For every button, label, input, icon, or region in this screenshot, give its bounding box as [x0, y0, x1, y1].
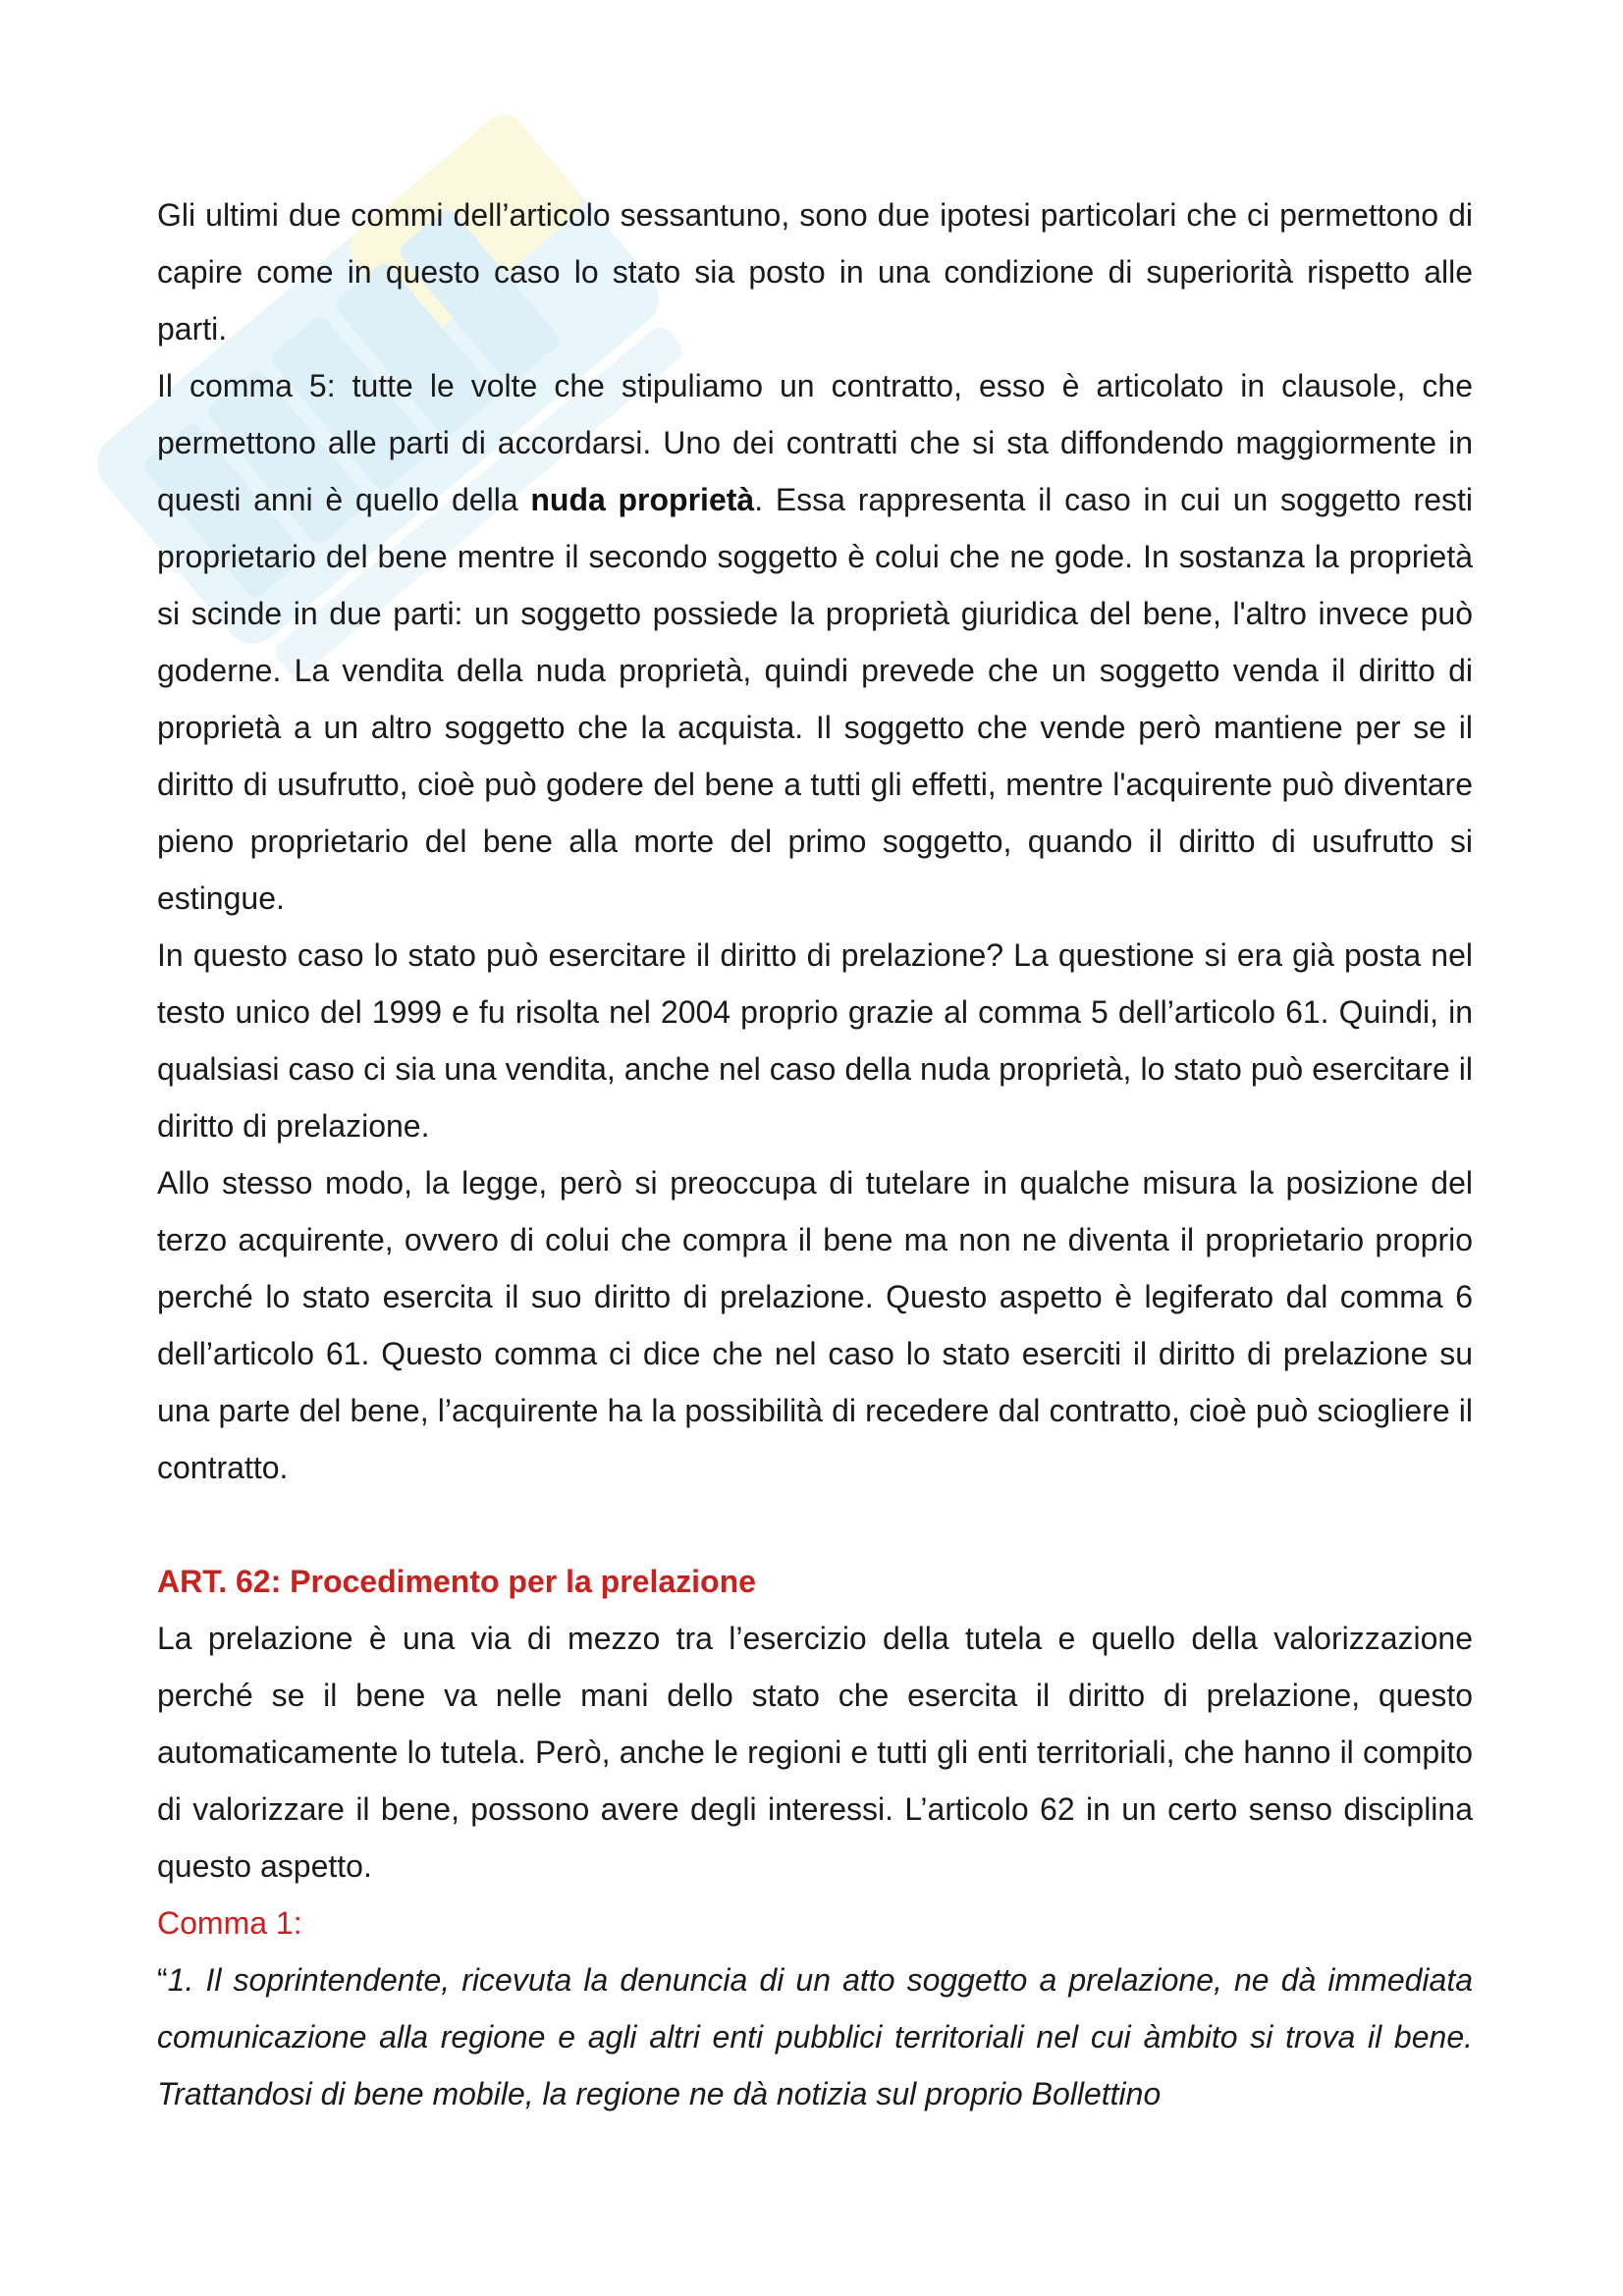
paragraph-comma-6: Allo stesso modo, la legge, però si preoccupa di tutelare in qualche misura la posizione del terzo acquirente, ovvero di colui che compra il bene ma non ne diventa il proprietario proprio perché lo stato esercita il suo diritto di prelazione. Questo aspetto è legiferato dal comma 6 dell’articolo 61. Questo comma ci dice che nel caso lo stato eserciti il diritto di prelazione su una parte del bene, l’acquirente ha la possibilità di recedere dal contratto, cioè può sciogliere il contratto.: [157, 1165, 1473, 1485]
section-heading: ART. 62: Procedimento per la prelazione: [157, 1564, 756, 1599]
paragraph-text: Il comma 5: tutte le volte che stipuliamo un contratto, esso è articolato in clausole, che permettono alle parti di accordarsi. Uno dei contratti che si sta diffondendo maggiormente in questi anni è quello della: [157, 368, 1473, 517]
section-intro: La prelazione è una via di mezzo tra l’esercizio della tutela e quello della valorizzazione perché se il bene va nelle mani dello stato che esercita il diritto di prelazione, questo automaticamente lo tutela. Però, anche le regioni e tutti gli enti territoriali, che hanno il compito di valorizzare il bene, possono avere degli interessi. L’articolo 62 in un certo senso disciplina questo aspetto.: [157, 1621, 1473, 1884]
paragraph-prelazione-question: In questo caso lo stato può esercitare il diritto di prelazione? La questione si era già posta nel testo unico del 1999 e fu risolta nel 2004 proprio grazie al comma 5 dell’articolo 61. Quindi, in qualsiasi caso ci sia una vendita, anche nel caso della nuda proprietà, lo stato può esercitare il diritto di prelazione.: [157, 937, 1473, 1144]
bold-term: nuda proprietà: [530, 482, 755, 517]
quote-mark: “: [157, 1962, 168, 1998]
quote-text: 1. Il soprintendente, ricevuta la denuncia di un atto soggetto a prelazione, ne dà immediata comunicazione alla regione e agli altri enti pubblici territoriali nel cui àmbito si trova il bene. Trattandosi di bene mobile, la regione ne dà notizia sul proprio Bollettino: [157, 1962, 1473, 2111]
paragraph-intro: Gli ultimi due commi dell’articolo sessantuno, sono due ipotesi particolari che ci permettono di capire come in questo caso lo stato sia posto in una condizione di superiorità rispetto alle parti.: [157, 197, 1473, 347]
section-spacer: [157, 1496, 1473, 1553]
document-body: [157, 187, 1473, 2122]
paragraph-text: . Essa rappresenta il caso in cui un soggetto resti proprietario del bene mentre il secondo soggetto è colui che ne gode. In sostanza la proprietà si scinde in due parti: un soggetto possiede la proprietà giuridica del bene, l'altro invece può goderne. La vendita della nuda proprietà, quindi prevede che un soggetto venda il diritto di proprietà a un altro soggetto che la acquista. Il soggetto che vende però mantiene per se il diritto di usufrutto, cioè può godere del bene a tutti gli effetti, mentre l'acquirente può diventare pieno proprietario del bene alla morte del primo soggetto, quando il diritto di usufrutto si estingue.: [157, 482, 1474, 916]
paragraph-comma-5: [157, 357, 1473, 927]
subheading-comma-1: Comma 1:: [157, 1905, 302, 1941]
quoted-law-text: [157, 1951, 1473, 2122]
